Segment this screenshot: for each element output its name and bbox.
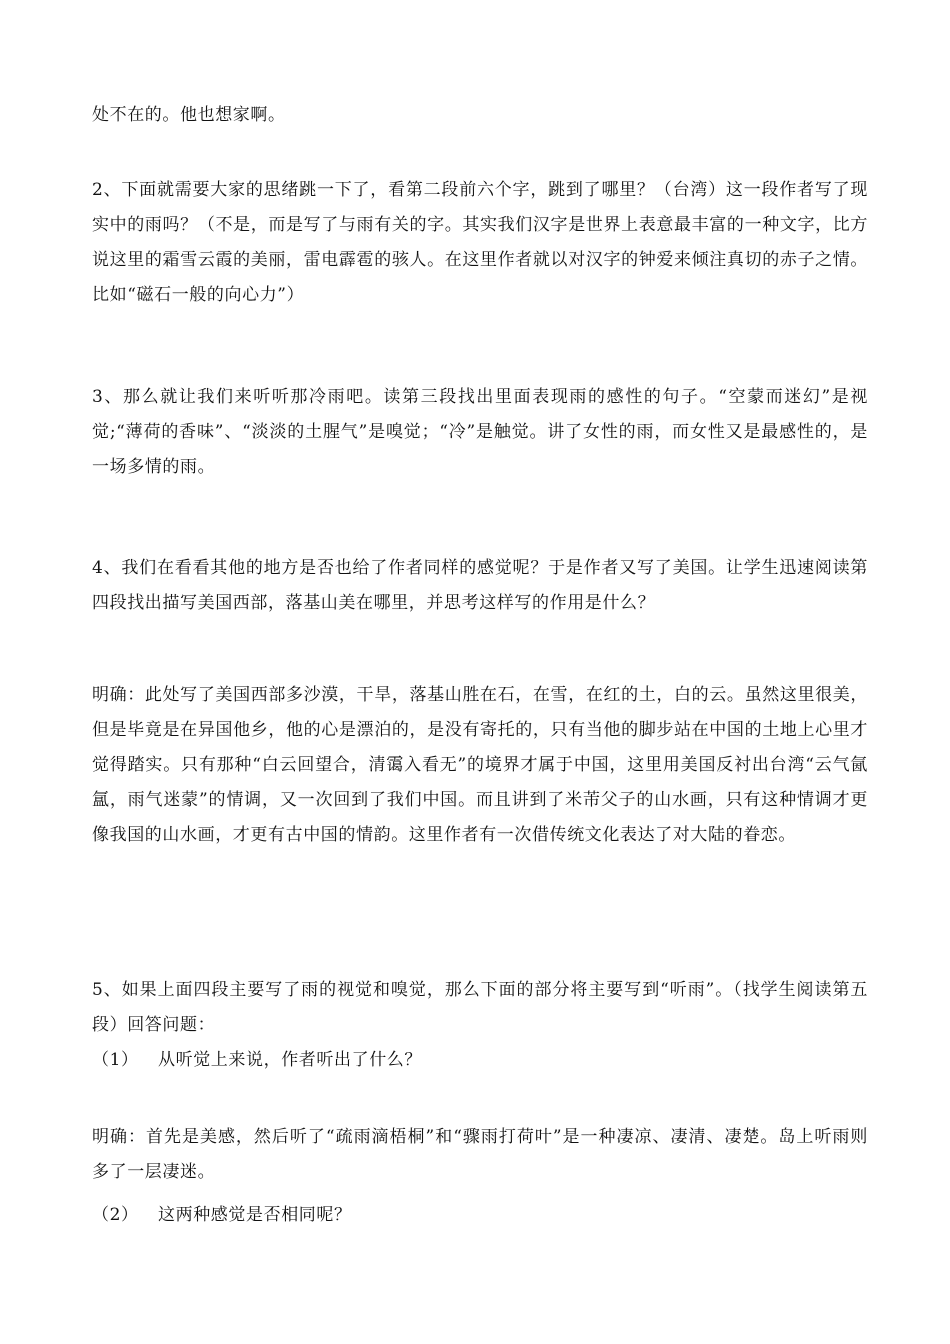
paragraph-item-5: 5、如果上面四段主要写了雨的视觉和嗅觉，那么下面的部分将主要写到“听雨”。（找学生阅读第五段）回答问题： (92, 980, 868, 1035)
question-1-number: （1） (92, 1050, 139, 1070)
question-1 (92, 1043, 868, 1078)
paragraph-answer-4: 明确：此处写了美国西部多沙漠，干旱，落基山胜在石，在雪，在红的土，白的云。虽然这里很美，但是毕竟是在异国他乡，他的心是漂泊的，是没有寄托的，只有当他的脚步站在中国的土地上心里才觉得踏实。只有那种“白云回望合，清霭入看无”的境界才属于中国，这里用美国反衬出台湾“云气氤氲，雨气迷蒙”的情调，又一次回到了我们中国。而且讲到了米芾父子的山水画，只有这种情调才更像我国的山水画，才更有古中国的情韵。这里作者有一次借传统文化表达了对大陆的眷恋。 (92, 685, 868, 845)
paragraph-item-2: 2、下面就需要大家的思绪跳一下了，看第二段前六个字，跳到了哪里？（台湾）这一段作者写了现实中的雨吗？（不是，而是写了与雨有关的字。其实我们汉字是世界上表意最丰富的一种文字，比方说这里的霜雪云霞的美丽，雷电霹雹的骇人。在这里作者就以对汉字的钟爱来倾注真切的赤子之情。比如“磁石一般的向心力”） (92, 180, 868, 305)
question-2-number: （2） (92, 1205, 139, 1225)
paragraph-continuation: 处不在的。他也想家啊。 (92, 105, 286, 125)
question-1-text: 从听觉上来说，作者听出了什么？ (158, 1050, 422, 1070)
paragraph-item-4: 4、我们在看看其他的地方是否也给了作者同样的感觉呢？于是作者又写了美国。让学生迅速阅读第四段找出描写美国西部，落基山美在哪里，并思考这样写的作用是什么？ (92, 558, 868, 613)
question-2 (92, 1198, 868, 1233)
paragraph-answer-5-1: 明确：首先是美感，然后听了“疏雨滴梧桐”和“骤雨打荷叶”是一种凄凉、凄清、凄楚。岛上听雨则多了一层凄迷。 (92, 1127, 868, 1182)
paragraph-item-3: 3、那么就让我们来听听那冷雨吧。读第三段找出里面表现雨的感性的句子。“空蒙而迷幻”是视觉;“薄荷的香味”、“淡淡的土腥气”是嗅觉；“冷”是触觉。讲了女性的雨，而女性又是最感性的，是一场多情的雨。 (92, 387, 868, 477)
question-2-text: 这两种感觉是否相同呢？ (158, 1205, 352, 1225)
